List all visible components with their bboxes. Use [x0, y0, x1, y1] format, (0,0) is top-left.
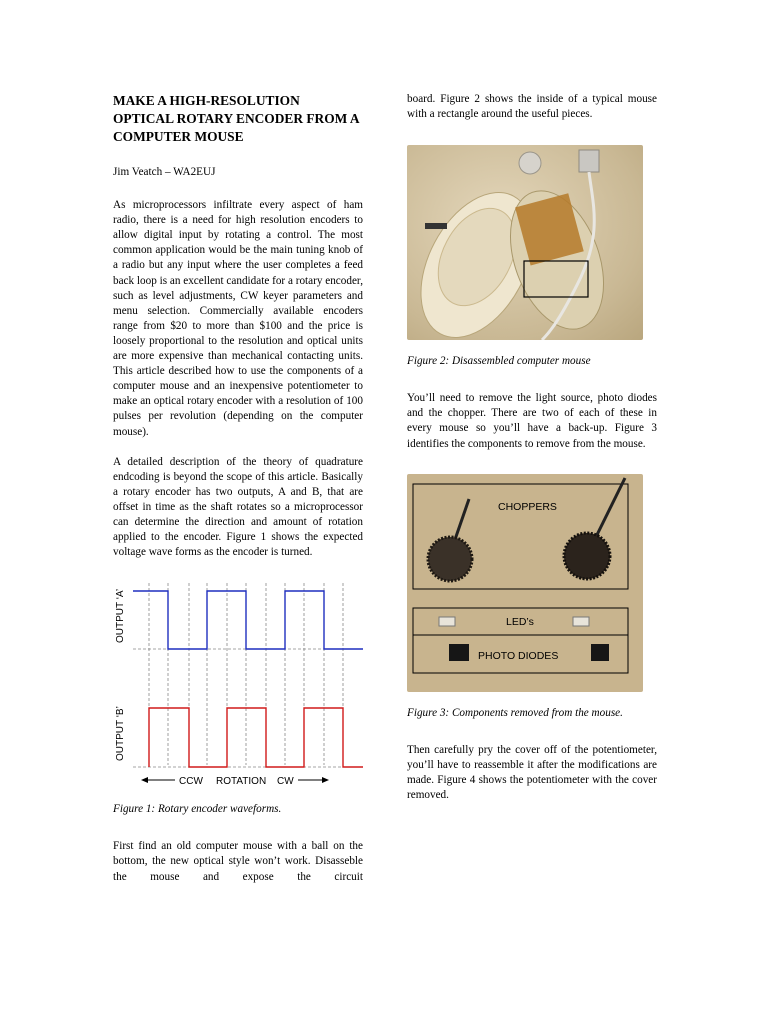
paragraph-intro: As microprocessors infiltrate every aspect of ham radio, there is a need for high resolution encoders to allow digital input by rotating a control. The most common application would be the main tuning knob of a radio but any input where the user completes a feed back loop is an excellent candidate for a rotary encoder, such as level adjustments, CW keyer parameters and menu selection. Commercially available encoders range from $20 to more than $100 and the price is loosely proportional to the resolution and optical units are more expensive than mechanical contacting units. This article described how to use the components of a computer mouse and an inexpensive potentiometer to make an optical rotary encoder with a resolution of 100 pulses per revolution (depending on the computer mouse). — [113, 199, 363, 438]
figure-2-caption: Figure 2: Disassembled computer mouse — [407, 355, 591, 368]
label-rotation: ROTATION — [216, 776, 267, 788]
paragraph-components: You’ll need to remove the light source, photo diodes and the chopper. There are two of each of these in every mouse so you’ll have a back-up. Figure 3 identifies the components to remove from the mouse. — [407, 392, 657, 450]
label-output-a: OUTPUT ‘A’ — [115, 589, 126, 644]
chopper-right-wheel — [564, 533, 610, 579]
label-leds: LED’s — [506, 615, 534, 628]
label-cw: CW — [277, 776, 294, 788]
components-illustration — [407, 474, 643, 692]
mouse-ball — [519, 152, 541, 174]
figure-3-caption: Figure 3: Components removed from the mouse. — [407, 706, 623, 719]
figure-2-photo — [407, 145, 643, 340]
waveform-output-b — [149, 708, 363, 767]
paragraph-mouse-left: First find an old computer mouse with a ball on the bottom, the new optical style won’t work. Disasseble the mouse and expose the circuit — [113, 840, 363, 883]
photodiode-left — [449, 644, 469, 661]
author-line: Jim Veatch – WA2EUJ — [113, 166, 216, 178]
disassembled-mouse-illustration — [407, 145, 643, 340]
article-title: MAKE A HIGH-RESOLUTION OPTICAL ROTARY ENCODER FROM A COMPUTER MOUSE — [113, 93, 359, 144]
arrow-cw-head — [322, 777, 329, 783]
figure-3-photo — [407, 474, 643, 692]
label-output-b: OUTPUT ‘B’ — [115, 706, 126, 762]
connector-plug — [579, 150, 599, 172]
label-photo-diodes: PHOTO DIODES — [478, 649, 559, 662]
led-left — [439, 617, 455, 626]
paragraph-mouse-right: board. Figure 2 shows the inside of a typical mouse with a rectangle around the useful pieces. — [407, 93, 657, 121]
chopper-left-wheel — [428, 537, 472, 581]
figure-1-waveforms — [113, 575, 363, 790]
led-right — [573, 617, 589, 626]
paragraph-potentiometer: Then carefully pry the cover off of the potentiometer, you’ll have to reassemble it after the modifications are made. Figure 4 shows the potentiometer with the cover removed. — [407, 743, 657, 802]
paragraph-quadrature: A detailed description of the theory of quadrature endcoding is beyond the scope of this article. Basically a rotary encoder has two outputs, A and B, that are offset in time as the shaft rotates so a microprocessor can determine the direction and amount of rotation applied to the encoder. Figure 1 shows the expected voltage wave forms as the encoder is turned. — [113, 455, 363, 559]
waveform-output-a — [133, 591, 363, 649]
right-column — [407, 92, 657, 818]
label-ccw: CCW — [179, 776, 203, 788]
photodiode-right — [591, 644, 609, 661]
label-choppers: CHOPPERS — [498, 500, 557, 513]
left-column — [113, 92, 363, 900]
small-part — [425, 223, 447, 229]
arrow-ccw-head — [141, 777, 148, 783]
figure-1-caption: Figure 1: Rotary encoder waveforms. — [113, 803, 282, 816]
